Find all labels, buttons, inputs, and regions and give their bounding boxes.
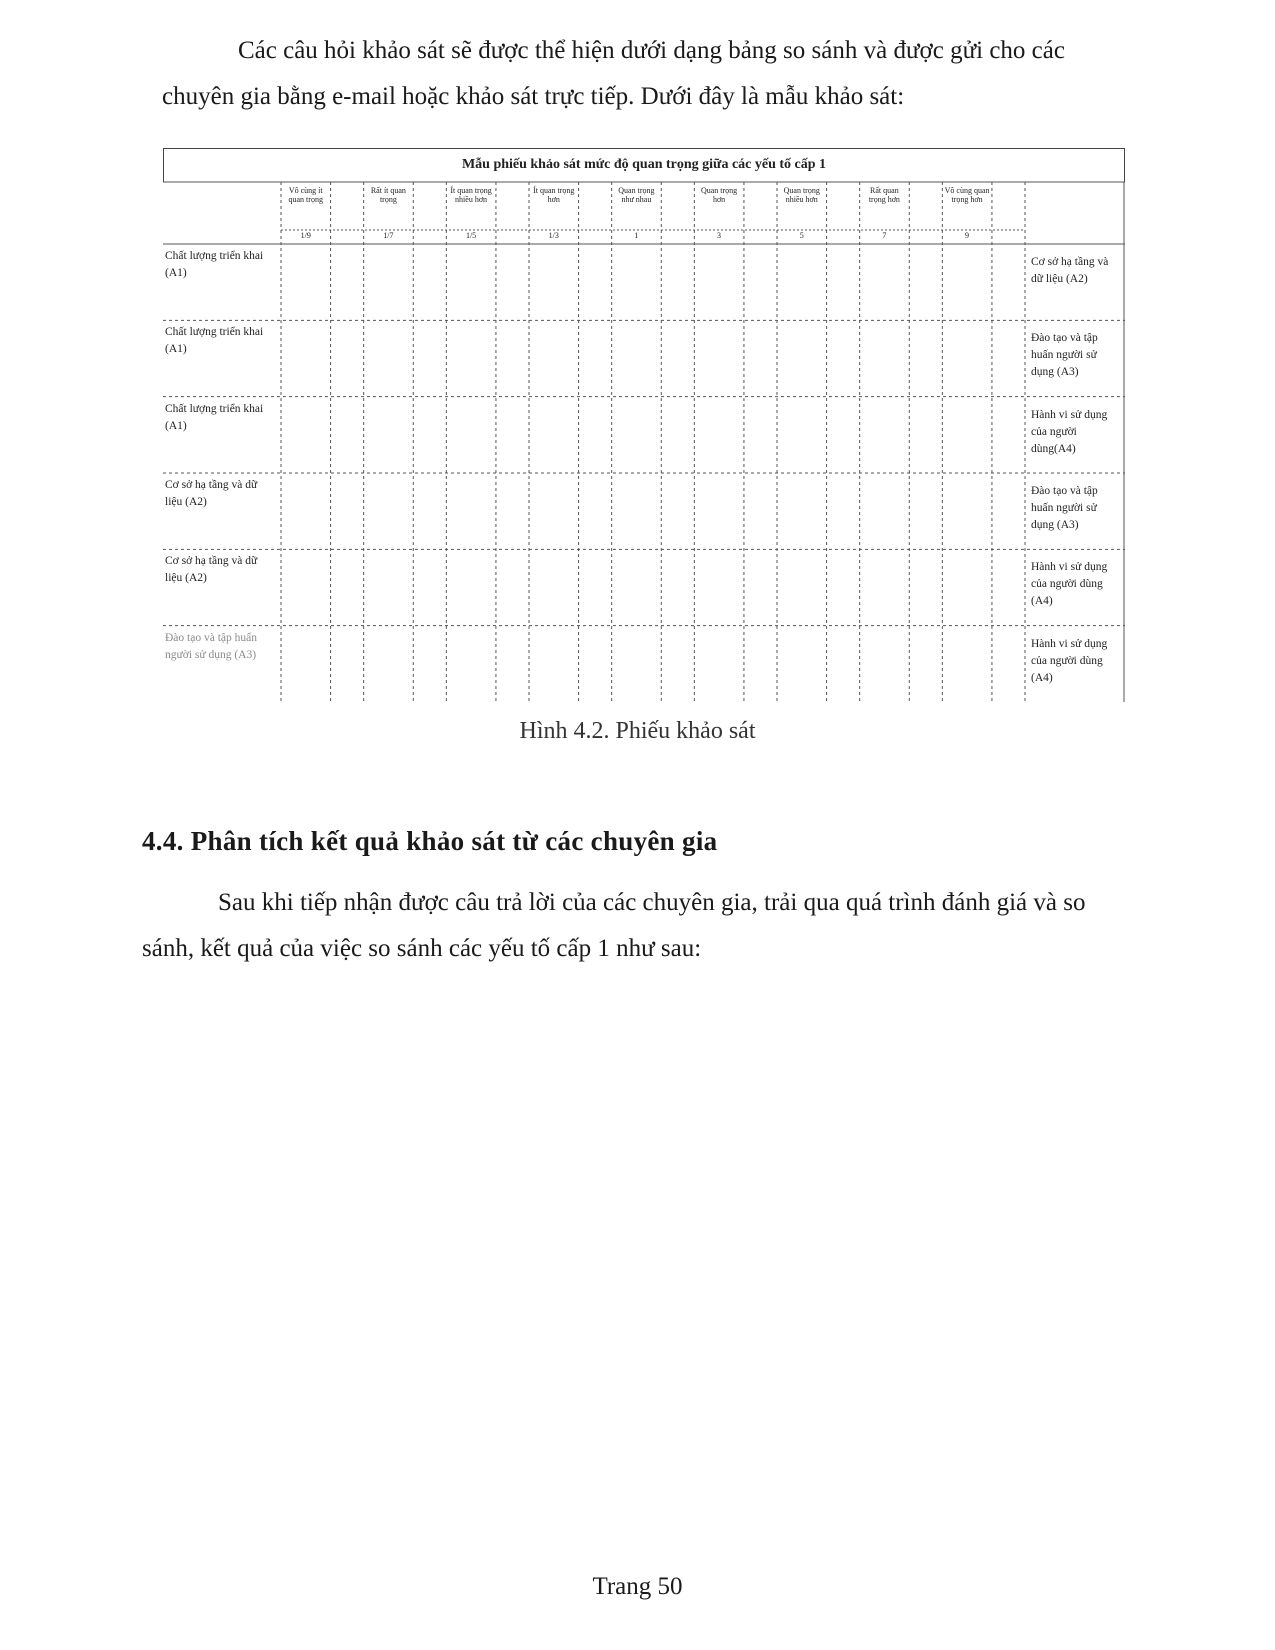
analysis-paragraph: Sau khi tiếp nhận được câu trả lời của các chuyên gia, trải qua quá trình đánh giá và so sánh, kết quả của việc so sánh các yếu tố cấp 1 như sau: (142, 889, 1086, 962)
row-right-criterion: Đào tạo và tập huấn người sử dụng (A3) (1031, 485, 1098, 531)
row-left-criterion: Chất lượng triển khai (A1) (165, 402, 264, 432)
survey-form-figure (163, 148, 1125, 702)
scale-header-label: Vô cùng ít quan trọng (288, 186, 323, 204)
row-left-criterion: Chất lượng triển khai (A1) (165, 326, 264, 356)
row-left-criterion: Cơ sở hạ tầng và dữ liệu (A2) (165, 555, 258, 585)
intro-paragraph: Các câu hỏi khảo sát sẽ được thể hiện dưới dạng bảng so sánh và được gửi cho các chuyên gia bằng e-mail hoặc khảo sát trực tiếp. Dưới đây là mẫu khảo sát: (162, 37, 1065, 110)
row-right-criterion: Hành vi sử dụng của người dùng (A4) (1031, 561, 1108, 608)
scale-header-label: Ít quan trọng hơn (533, 186, 575, 204)
scale-header-value: 9 (965, 231, 970, 240)
scale-header-label: Ít quan trọng nhiều hơn (450, 186, 492, 204)
survey-form-title: Mẫu phiếu khảo sát mức độ quan trọng giữa các yếu tố cấp 1 (163, 148, 1125, 182)
scale-header-value: 5 (799, 231, 804, 240)
row-left-criterion: Đào tạo và tập huấn người sử dụng (A3) (165, 631, 257, 661)
scale-header-label: Quan trọng hơn (700, 186, 738, 204)
row-right-criterion: Đào tạo và tập huấn người sử dụng (A3) (1031, 332, 1098, 379)
scale-header-value: 1/5 (465, 231, 477, 240)
scale-header-value: 1/3 (548, 231, 559, 240)
figure-caption: Hình 4.2. Phiếu khảo sát (519, 718, 756, 744)
scale-header-label: Rất ít quan trọng (370, 186, 406, 204)
row-left-criterion: Cơ sở hạ tầng và dữ liệu (A2) (165, 479, 258, 508)
scale-header-label: Quan trọng như nhau (618, 186, 655, 204)
scale-header-value: 1/7 (383, 231, 394, 240)
scale-header-value: 1 (634, 231, 639, 240)
scale-header-label: Rất quan trọng hơn (868, 186, 900, 204)
scale-header-value: 3 (717, 231, 722, 240)
section-heading: 4.4. Phân tích kết quả khảo sát từ các chuyên gia (142, 826, 718, 856)
scale-header-label: Vô cùng quan trọng hơn (944, 186, 990, 204)
page-number: Trang 50 (592, 1573, 683, 1600)
row-right-criterion: Cơ sở hạ tầng và dữ liệu (A2) (1031, 256, 1109, 285)
scale-header-value: 1/9 (300, 231, 311, 240)
scale-header-label: Quan trọng nhiều hơn (783, 186, 820, 204)
row-left-criterion: Chất lượng triển khai (A1) (165, 250, 264, 279)
row-right-criterion: Hành vi sử dụng của người dùng (A4) (1031, 637, 1108, 684)
scale-header-value: 7 (882, 231, 887, 240)
row-right-criterion: Hành vi sử dụng của người dùng(A4) (1031, 408, 1108, 455)
